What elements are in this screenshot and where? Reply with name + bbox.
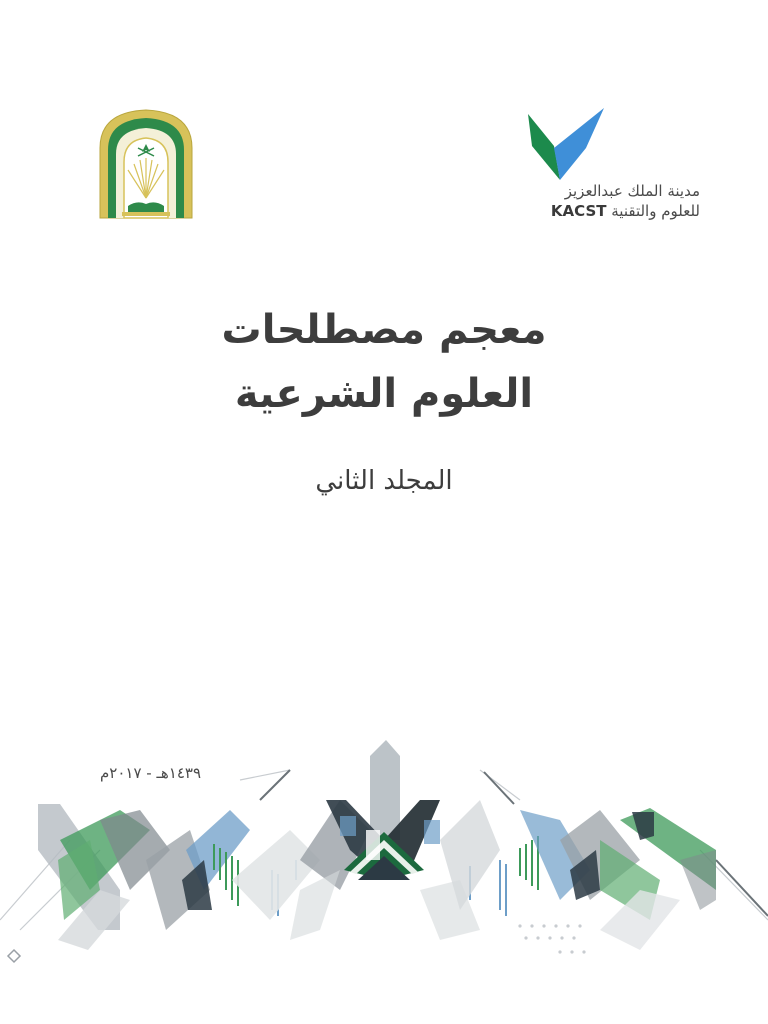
kacst-logo — [520, 108, 710, 228]
kacst-abbreviation: KACST — [550, 202, 607, 220]
ministry-emblem-icon — [98, 108, 194, 220]
title-line-1: معجم مصطلحات — [221, 307, 547, 353]
ministry-logo — [98, 108, 194, 220]
kacst-check-icon — [526, 108, 606, 184]
volume-label: المجلد الثاني — [315, 466, 453, 496]
kacst-name-line2 — [551, 202, 700, 220]
kacst-name-rest: للعلوم والتقنية — [611, 202, 700, 220]
kacst-name-line1: مدينة الملك عبدالعزيز — [564, 182, 700, 200]
title-line-2: العلوم الشرعية — [234, 371, 534, 417]
publication-date: ١٤٣٩هـ - ٢٠١٧م — [100, 764, 202, 782]
geometric-pattern — [0, 740, 768, 1024]
